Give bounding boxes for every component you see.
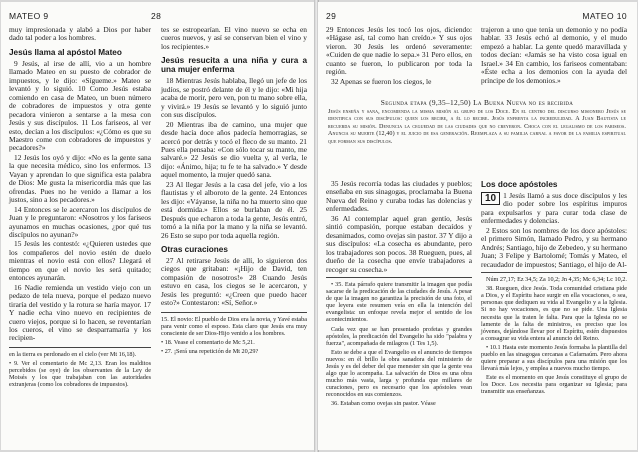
footnotes: [161, 312, 307, 355]
paragraph: 36 Al contemplar aquel gran gentío, Jesús sintió compasión, porque estaban decaídos y desanimados, como ovejas sin pastor. 37 Y dijo a sus discípulos: «La cosecha es abundante, pero los trabajadores son pocos. 38 Rueguen, pues, al dueño de la cosecha que envíe trabajadores a recoger su cosecha.»: [326, 213, 472, 274]
left-page: [1, 2, 315, 450]
section-heading: Otras curaciones: [161, 244, 228, 254]
paragraph: 20 Mientras iba de camino, una mujer que desde hacía doce años padecía hemorragias, se acercó por detrás y tocó el fleco de su manto. 21 Pues ella pensaba: «Con sólo tocar su manto, me salvaré.» 22 Jesús se dio vuelta y, al verla, le dijo: «Ánimo, hija; tu fe te ha salvado.» Y desde aquel momento, la mujer quedó sana.: [161, 119, 307, 180]
right-column-d: [481, 180, 627, 396]
divider: [326, 277, 472, 278]
footnote: • 27. ¡Será una repetición de Mt 20,29?: [161, 348, 259, 356]
footnote: Núm 27,17; Ez 34,5; Za 10,2; Jn 4,35; Mc 6,34; Lc 10,2.: [486, 276, 627, 284]
footnotes: [9, 347, 151, 388]
section-heading: Jesús resucita a una niña y cura a una mujer enferma: [161, 56, 307, 75]
footnote: • 35. Esta párrafo quiere transmitir la imagen que podía sacarse de la predicación de las ciudades de Jesús. A pesar de que la imagen no garantiza la precisión de una foto, el que leyera este resumen veía en ella la intención del evangelista: un enfoque revela mejor el sentido de los acontecimientos.: [326, 280, 472, 324]
right-column-c: [326, 180, 472, 408]
section-summary: Jesús enseña y sana, encomienda la misma misión al grupo de los Doce. En el centro del discurso misionero Jesús se identifica con sus discípulos: quien los recibe, a él lo recibe. Jesús enfrenta la incredulidad. A Juan Bautista le recuerda su misión. Denuncia la ceguedad de las ciudades que no creyeron. Choca con el legalismo de los fariseos. Anuncia su muerte (12,40) y el juicio de esa generación. Reemplaza a su familia carnal a favor de la familia espiritual que forman sus discípulos.: [328, 109, 626, 145]
chapter-number: 10: [481, 192, 500, 205]
divider: [481, 272, 627, 273]
footnote: Esto se debe a que el Evangelio es el anuncio de tiempos nuevos: en él brillo la obra sanadora del ministerio de Jesús y es del deber del que menester sin que la gente vea algo que lo acompaña. La salvación de Dios es una obra mucho más vasta, larga y profunda que millares de curaciones, pero es necesario que los apóstoles vean reconocidos en sus comienzos.: [326, 348, 472, 399]
footnote: • 9. Ver el comentario de Mc 2,13. Eran los malditos percebidos (se oye) de los observantes de la Ley de Moisés y los que trabajaban con las autoridades extranjeras (como los cobradores de impuestos).: [9, 359, 151, 389]
page-number-right: 29: [326, 11, 337, 21]
left-column-1: [9, 26, 151, 390]
paragraph: 14 Entonces se le acercaron los discípulos de Juan y le preguntaron: «Nosotros y los fariseos ayunamos en muchas ocasiones, ¿por qué tus discípulos no ayunan?»: [9, 204, 151, 239]
paragraph: 2 Estos son los nombres de los doce apóstoles: el primero Simón, llamado Pedro, y su hermano Andrés; Santiago, hijo de Zebedeo, y su hermano Juan; 3 Felipe y Bartolomé; Tomás y Mateo, el recaudador de impuestos; Santiago, el hijo de Al-: [481, 225, 627, 269]
page-number-left: 28: [151, 11, 162, 21]
paragraph: 35 Jesús recorría todas las ciudades y pueblos; enseñaba en sus sinagogas, proclamaba la Buena Nueva del Reino y curaba todas las dolencias y enfermedades.: [326, 179, 472, 214]
footnote: • 18. Vease el comentario de Mc 5,21.: [161, 338, 255, 346]
paragraph: 18 Mientras Jesús hablaba, llegó un jefe de los judíos, se postró delante de él y le dijo: «Mi hija acaba de morir, pero ven, pon tu mano sobre ella, y vivirá.» 19 Jesús se levantó y lo siguió junto con sus discípulos.: [161, 76, 307, 120]
verse-text: 1 Jesús llamó a sus doce discípulos y les dio poder sobre los espíritus impuros para expulsarlos y para curar toda clase de enfermedades y dolencias.: [481, 191, 627, 226]
paragraph: 27 Al retirarse Jesús de allí, lo siguieron dos ciegos que gritaban: «¡Hijo de David, ten compasión de nosotros!» 28 Cuando Jesús estuvo en casa, los ciegos se le acercaron, y Jesús les preguntó: «¿Creen que puedo hacer esto?» Contestaron: «Sí, Señor.»: [161, 255, 307, 308]
footnote: Este es el momento en que Jesús constituye el grupo de los Doce. Los necesita para organizar su Iglesia; para transmitir sus enseñanzas.: [481, 374, 627, 396]
section-title: Segunda etapa (9,35–12,50) La Buena Nueva no es recibida: [380, 98, 574, 107]
paragraph: muy impresionada y alabó a Dios por haber dado tal poder a los hombres.: [9, 25, 151, 43]
paragraph: 29 Entonces Jesús les tocó los ojos, diciendo: «Hágase así, tal como han creído.» Y sus ojos vieron. 30 Jesús les ordenó severamente: «Cuiden de que nadie lo sepa.» 31 Pero ellos, en cuanto se fueron, lo publicaron por toda la región.: [326, 25, 472, 77]
running-head-left: MATEO 9: [9, 11, 49, 21]
footnotes: [481, 276, 627, 396]
running-head-right: MATEO 10: [582, 11, 627, 21]
footnote: Cada vez que se han presentado profetas y grandes apóstoles, la predicación del Evangelio ha sido "palabra y fuerza", acompañada de milagros (1 Tes 1,5).: [326, 325, 472, 347]
footnote: 15. El novio: El pueblo de Dios era la novia, y Yavé estaba para venir como el esposo. Esta claro que Jesús era muy consciente de ser Dios-Hijo venido a los hombres.: [161, 315, 307, 337]
right-column-b: [481, 26, 627, 86]
paragraph: trajeron a uno que tenía un demonio y no podía hablar. 33 Jesús echó al demonio, y el mudo empezó a hablar. La gente quedó maravillada y todos decían: «Jamás se ha visto cosa igual en Israel.» 34 En cambio, los fariseos comentaban: «Éste echa a los demonios con la ayuda del príncipe de los demonios.»: [481, 25, 627, 85]
right-page: [318, 2, 637, 450]
section-introduction: [328, 98, 626, 146]
section-heading: Los doce apóstoles: [481, 180, 558, 189]
paragraph: 23 Al llegar Jesús a la casa del jefe, vio a los flautistas y el alboroto de la gente. 24 Entonces les dijo: «Váyanse, la niña no ha muerto sino que está dormida.» Ellos se burlaban de él. 25 Después que echaron a toda la gente, Jesús entró, tomó a la niña por la mano y la niña se levantó. 26 Esto se supo por toda aquella región.: [161, 179, 307, 240]
paragraph: 32 Apenas se fueron los ciegos, le: [331, 76, 432, 86]
section-heading: Jesús llama al apóstol Mateo: [9, 47, 122, 57]
footnote: • 10.1 Hasta este momento Jesús formaba la plantilla del pueblo en las sinagogas cercanas a Cafarnaúm. Pero ahora quiere preparar a sus discípulos para una misión que los llevará más lejos, y emplea a nuevos mucho tiempo.: [481, 343, 627, 373]
paragraph: [481, 192, 627, 226]
footnotes: [326, 281, 472, 408]
right-column-a: [326, 26, 472, 87]
left-column-2: [161, 26, 307, 357]
paragraph: 15 Jesús les contestó: «¿Quieren ustedes que los compañeros del novio estén de duelo mientras el novio está con ellos? Llegará el tiempo en que el novio les será quitado; entonces ayunarán.: [9, 239, 151, 283]
paragraph: 12 Jesús los oyó y dijo: «No es la gente sana la que necesita médico, sino los enfermos. 13 Vayan y aprendan lo que significa esta palabra de Dios: Me gusta la misericordia más que las ofrendas. Pues no he venido a llamar a los justos, sino a los pecadores.»: [9, 152, 151, 205]
paragraph: tes se estropearían. El vino nuevo se echa en cueros nuevos, y así se conservan bien el vino y los recipientes.»: [161, 25, 307, 51]
footnote: 38. Rueguen, dice Jesús. Toda comunidad cristiana pide a Dios, y el Espíritu hace surgir en ella vocaciones, o sea, personas que dediquen su vida al Evangelio y a la Iglesia. Si no hay vocaciones, es que no se pide. Una Iglesia necesita que la traten le falta. Para que la Iglesia no se lamente de la falta de ministros, es preciso que los jóvenes, dejándose llevar por el Espíritu, estén dispuestos a consagrar su vida entera al anuncio del Reino.: [481, 285, 627, 342]
paragraph: 9 Jesús, al irse de allí, vio a un hombre llamado Mateo en su puesto de cobrador de impuestos, y le dijo: «Sígueme.» Mateo se levantó y lo siguió. 10 Como Jesús estaba comiendo en casa de Mateo, un buen número de cobradores de impuestos y otra gente pecadora vinieron a sentarse a la mesa con Jesús y sus discípulos. 11 Los fariseos, al ver esto, decían a los discípulos: «¿Cómo es que su Maestro come con cobradores de impuestos y pecadores?»: [9, 58, 151, 153]
footnote: 36. Estaban como ovejas sin pastor. Véase: [331, 400, 436, 408]
paragraph: 16 Nadie remienda un vestido viejo con un pedazo de tela nueva, porque el pedazo nuevo tiraría del vestido y la rotura se haría mayor. 17 Y nadie echa vino nuevo en recipientes de cuero viejos, porque si lo hacen, se reventarían los cueros, el vino se desparramaría y los recipien-: [9, 282, 151, 343]
footnote: en la tierra es perdonado en el cielo (ver Mt 16,18).: [9, 350, 137, 358]
